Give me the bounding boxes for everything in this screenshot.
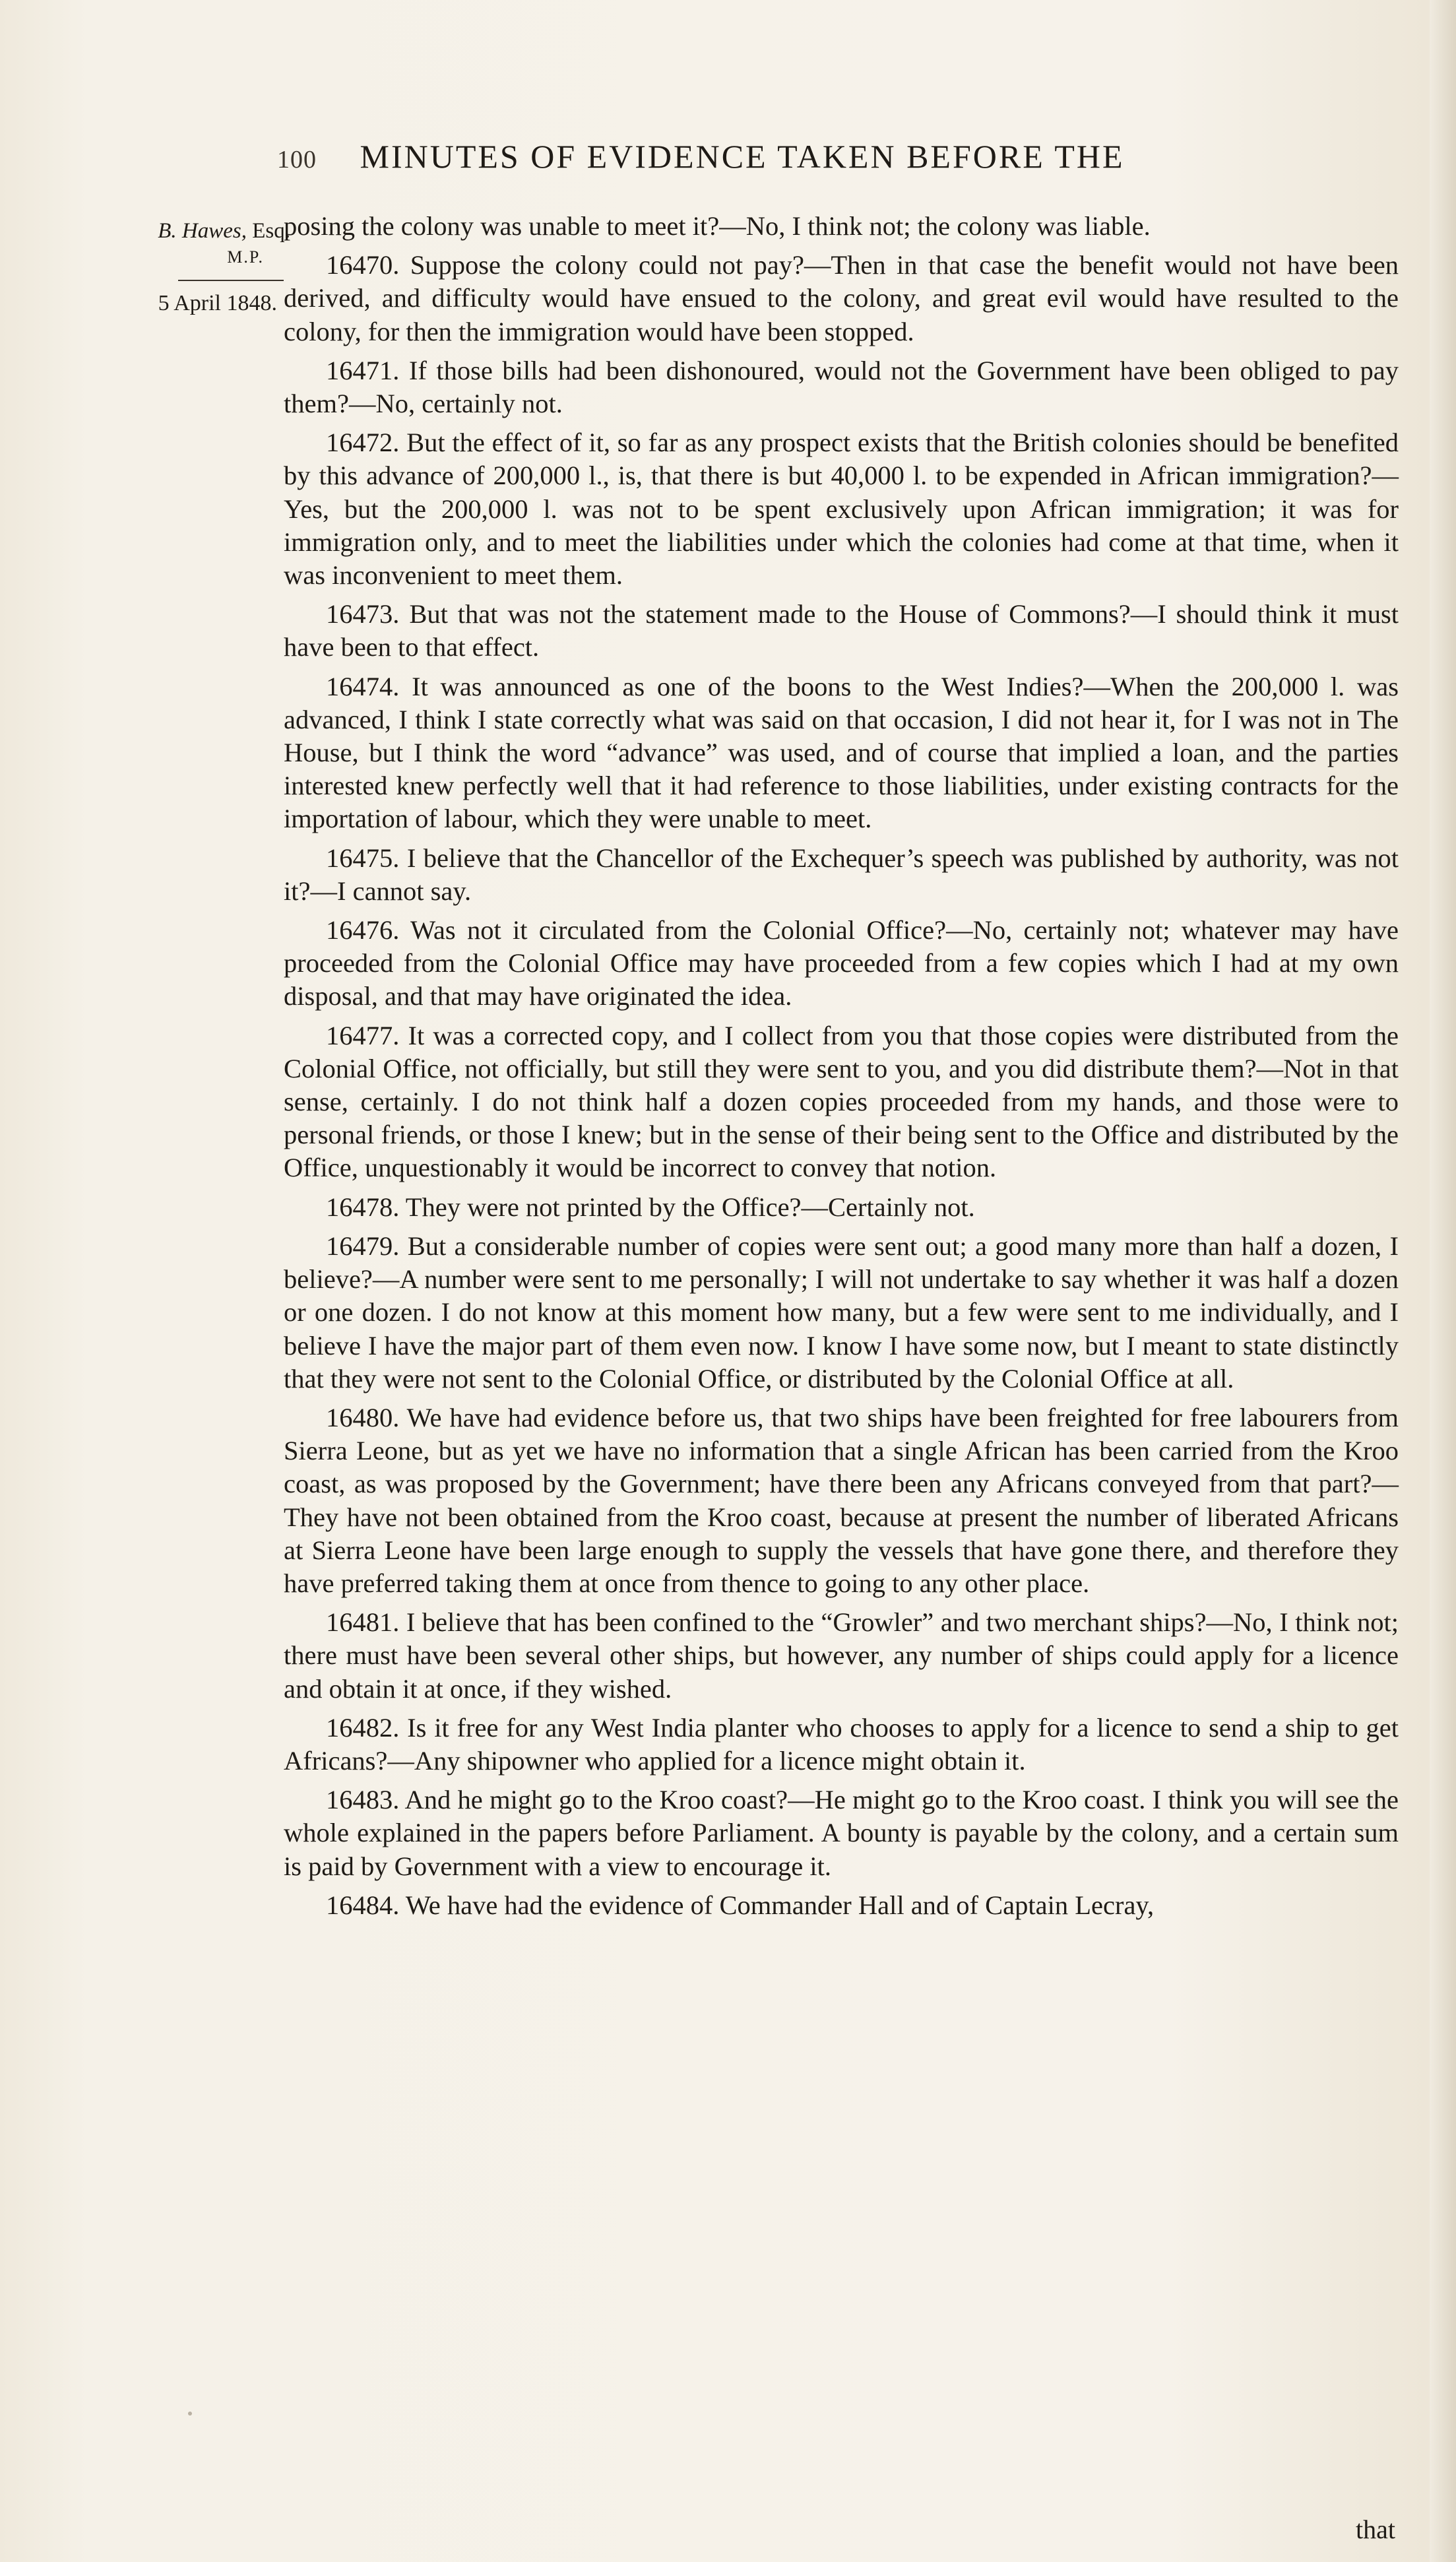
paragraph: 16477. It was a corrected copy, and I collect from you that those copies were distributed from the Colonial Office, not officially, but still they were sent to you, and you did distribute them?—Not in that sense, certainly. I do not think half a dozen copies proceeded from my hands, and those were to personal friends, or those I knew; but in the sense of their being sent to the Office and distributed by the Office, unquestionably it would be incorrect to convey that notion. <box>284 1020 1399 1183</box>
paragraph: 16471. If those bills had been dishonoured, would not the Government have been obliged to pay them?—No, certainly not. <box>284 355 1399 419</box>
paragraph: 16479. But a considerable number of copies were sent out; a good many more than half a dozen, I believe?—A number were sent to me personally; I will not undertake to say whether it was half a dozen or one dozen. I do not know at this moment how many, but a few were sent to me individually, and I believe I have the major part of them even now. I know I have some now, but I meant to state distinctly that they were not sent to the Colonial Office, or distributed by the Colonial Office at all. <box>284 1231 1399 1393</box>
paragraph: 16470. Suppose the colony could not pay?—Then in that case the benefit would not have been derived, and difficulty would have ensued to the colony, and great evil would have resulted to the colony, for then the immigration would have been stopped. <box>284 250 1399 346</box>
paragraph: 16481. I believe that has been confined to the “Growler” and two merchant ships?—No, I think not; there must have been several other ships, but however, any number of ships could apply for a licence and obtain it at once, if they wished. <box>284 1607 1399 1704</box>
paragraph: 16482. Is it free for any West India planter who chooses to apply for a licence to send a ship to get Africans?—Any shipowner who applied for a licence might obtain it. <box>284 1712 1399 1776</box>
page-edge-shadow <box>1430 0 1456 2562</box>
paragraph: 16483. And he might go to the Kroo coast?—He might go to the Kroo coast. I think you will see the whole explained in the papers before Parliament. A bounty is payable by the colony, and a certain sum is paid by Government with a view to encourage it. <box>284 1785 1399 1881</box>
paragraph: 16473. But that was not the statement made to the House of Commons?—I should think it must have been to that effect. <box>284 599 1399 662</box>
witness-name: B. Hawes, <box>158 219 247 243</box>
margin-note <box>66 218 290 317</box>
paragraph: 16475. I believe that the Chancellor of the Exchequer’s speech was published by authority, was not it?—I cannot say. <box>284 843 1399 906</box>
witness-suffix: Esq. <box>252 219 290 243</box>
evidence-body <box>284 210 1399 1928</box>
page-number: 100 <box>277 146 317 174</box>
catchword: that <box>1356 2514 1395 2544</box>
running-title: MINUTES OF EVIDENCE TAKEN BEFORE THE <box>360 138 1125 175</box>
margin-rule <box>178 280 284 281</box>
witness-mp: M.P. <box>227 247 264 267</box>
paragraph: posing the colony was unable to meet it?—No, I think not; the colony was liable. <box>284 211 1151 241</box>
paragraph: 16476. Was not it circulated from the Colonial Office?—No, certainly not; whatever may have proceeded from the Colonial Office may have proceeded from a few copies which I had at my own disposal, and that may have originated the idea. <box>284 915 1399 1011</box>
page-header <box>277 137 1412 183</box>
paragraph: 16484. We have had the evidence of Commander Hall and of Captain Lecray, <box>326 1890 1155 1920</box>
paragraph: 16472. But the effect of it, so far as any prospect exists that the British colonies should be benefited by this advance of 200,000 l., is, that there is but 40,000 l. to be expended in African immigration?—Yes, but the 200,000 l. was not to be spent exclusively upon African immigration; it was for immigration only, and to meet the liabilities under which the colonies had come at that time, when it was inconvenient to meet them. <box>284 428 1399 591</box>
paragraph: 16478. They were not printed by the Office?—Certainly not. <box>326 1192 975 1222</box>
evidence-date: 5 April 1848. <box>158 291 277 315</box>
paragraph: 16474. It was announced as one of the boons to the West Indies?—When the 200,000 l. was advanced, I think I state correctly what was said on that occasion, I did not hear it, for I was not in The House, but I think the word “advance” was used, and of course that implied a loan, and the parties interested knew perfectly well that it had reference to those liabilities, under existing contracts for the importation of labour, which they were unable to meet. <box>284 671 1399 834</box>
ink-blot <box>188 2412 192 2416</box>
paragraph: 16480. We have had evidence before us, that two ships have been freighted for free labourers from Sierra Leone, but as yet we have no information that a single African has been carried from the Kroo coast, as was proposed by the Government; have there been any Africans conveyed from that part?—They have not been obtained from the Kroo coast, because at present the number of liberated Africans at Sierra Leone have been large enough to supply the vessels that have gone there, and therefore they have preferred taking them at once from thence to going to any other place. <box>284 1402 1399 1598</box>
